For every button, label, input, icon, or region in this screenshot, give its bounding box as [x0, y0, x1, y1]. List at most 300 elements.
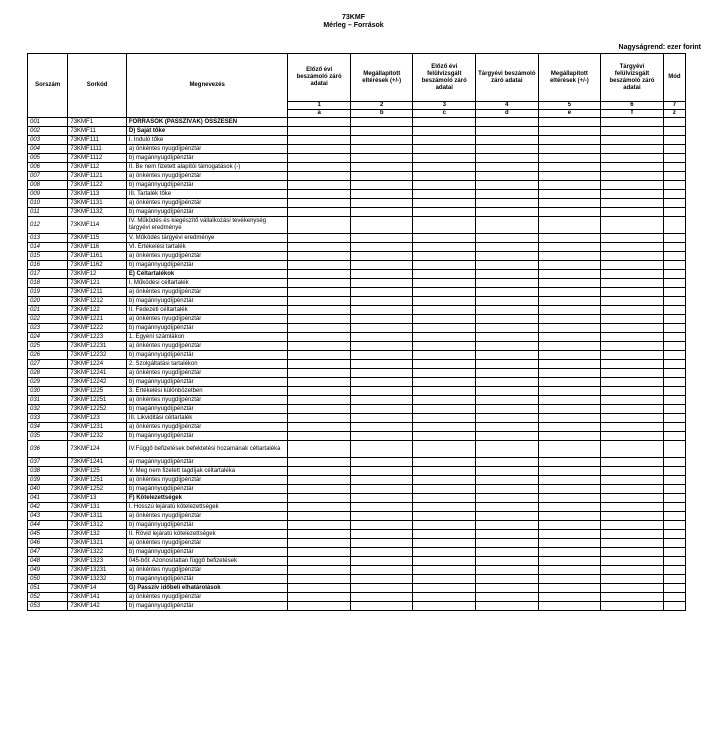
value-cell[interactable]: [350, 539, 413, 548]
value-cell[interactable]: [663, 396, 685, 405]
value-cell[interactable]: [350, 405, 413, 414]
value-cell[interactable]: [288, 208, 351, 217]
value-cell[interactable]: [538, 593, 601, 602]
value-cell[interactable]: [538, 208, 601, 217]
value-cell[interactable]: [350, 172, 413, 181]
value-cell[interactable]: [601, 485, 664, 494]
value-cell[interactable]: [413, 270, 476, 279]
value-cell[interactable]: [350, 154, 413, 163]
value-cell[interactable]: [413, 584, 476, 593]
value-cell[interactable]: [413, 485, 476, 494]
value-cell[interactable]: [413, 288, 476, 297]
value-cell[interactable]: [476, 566, 539, 575]
value-cell[interactable]: [288, 288, 351, 297]
value-cell[interactable]: [476, 494, 539, 503]
value-cell[interactable]: [601, 181, 664, 190]
value-cell[interactable]: [476, 503, 539, 512]
value-cell[interactable]: [413, 458, 476, 467]
value-cell[interactable]: [288, 512, 351, 521]
value-cell[interactable]: [476, 378, 539, 387]
value-cell[interactable]: [350, 396, 413, 405]
value-cell[interactable]: [350, 270, 413, 279]
value-cell[interactable]: [288, 539, 351, 548]
value-cell[interactable]: [663, 181, 685, 190]
value-cell[interactable]: [288, 324, 351, 333]
value-cell[interactable]: [476, 118, 539, 127]
value-cell[interactable]: [538, 252, 601, 261]
value-cell[interactable]: [413, 539, 476, 548]
value-cell[interactable]: [413, 351, 476, 360]
value-cell[interactable]: [413, 154, 476, 163]
value-cell[interactable]: [413, 405, 476, 414]
value-cell[interactable]: [538, 324, 601, 333]
value-cell[interactable]: [288, 360, 351, 369]
value-cell[interactable]: [413, 172, 476, 181]
value-cell[interactable]: [601, 387, 664, 396]
value-cell[interactable]: [413, 521, 476, 530]
value-cell[interactable]: [413, 118, 476, 127]
value-cell[interactable]: [663, 324, 685, 333]
value-cell[interactable]: [601, 458, 664, 467]
value-cell[interactable]: [476, 458, 539, 467]
value-cell[interactable]: [663, 503, 685, 512]
value-cell[interactable]: [538, 378, 601, 387]
value-cell[interactable]: [601, 530, 664, 539]
value-cell[interactable]: [288, 575, 351, 584]
value-cell[interactable]: [601, 503, 664, 512]
value-cell[interactable]: [476, 360, 539, 369]
value-cell[interactable]: [538, 405, 601, 414]
value-cell[interactable]: [663, 441, 685, 458]
value-cell[interactable]: [288, 243, 351, 252]
value-cell[interactable]: [663, 270, 685, 279]
value-cell[interactable]: [601, 467, 664, 476]
value-cell[interactable]: [601, 279, 664, 288]
value-cell[interactable]: [663, 575, 685, 584]
value-cell[interactable]: [601, 234, 664, 243]
value-cell[interactable]: [601, 378, 664, 387]
value-cell[interactable]: [288, 306, 351, 315]
value-cell[interactable]: [538, 530, 601, 539]
value-cell[interactable]: [663, 333, 685, 342]
value-cell[interactable]: [413, 467, 476, 476]
value-cell[interactable]: [538, 512, 601, 521]
value-cell[interactable]: [288, 190, 351, 199]
value-cell[interactable]: [538, 432, 601, 441]
value-cell[interactable]: [413, 127, 476, 136]
value-cell[interactable]: [288, 342, 351, 351]
value-cell[interactable]: [663, 566, 685, 575]
value-cell[interactable]: [476, 181, 539, 190]
value-cell[interactable]: [538, 172, 601, 181]
value-cell[interactable]: [663, 423, 685, 432]
value-cell[interactable]: [288, 432, 351, 441]
value-cell[interactable]: [288, 369, 351, 378]
value-cell[interactable]: [538, 136, 601, 145]
value-cell[interactable]: [601, 297, 664, 306]
value-cell[interactable]: [476, 467, 539, 476]
value-cell[interactable]: [476, 405, 539, 414]
value-cell[interactable]: [663, 405, 685, 414]
value-cell[interactable]: [663, 342, 685, 351]
value-cell[interactable]: [288, 566, 351, 575]
value-cell[interactable]: [476, 602, 539, 611]
value-cell[interactable]: [288, 127, 351, 136]
value-cell[interactable]: [476, 208, 539, 217]
value-cell[interactable]: [476, 279, 539, 288]
value-cell[interactable]: [663, 548, 685, 557]
value-cell[interactable]: [288, 503, 351, 512]
value-cell[interactable]: [538, 548, 601, 557]
value-cell[interactable]: [413, 163, 476, 172]
value-cell[interactable]: [476, 163, 539, 172]
value-cell[interactable]: [350, 136, 413, 145]
value-cell[interactable]: [350, 458, 413, 467]
value-cell[interactable]: [288, 163, 351, 172]
value-cell[interactable]: [476, 351, 539, 360]
value-cell[interactable]: [601, 351, 664, 360]
value-cell[interactable]: [538, 494, 601, 503]
value-cell[interactable]: [350, 127, 413, 136]
value-cell[interactable]: [350, 575, 413, 584]
value-cell[interactable]: [288, 315, 351, 324]
value-cell[interactable]: [288, 494, 351, 503]
value-cell[interactable]: [413, 217, 476, 234]
value-cell[interactable]: [413, 530, 476, 539]
value-cell[interactable]: [476, 306, 539, 315]
value-cell[interactable]: [601, 217, 664, 234]
value-cell[interactable]: [413, 315, 476, 324]
value-cell[interactable]: [663, 351, 685, 360]
value-cell[interactable]: [663, 136, 685, 145]
value-cell[interactable]: [350, 199, 413, 208]
value-cell[interactable]: [350, 252, 413, 261]
value-cell[interactable]: [288, 261, 351, 270]
value-cell[interactable]: [476, 441, 539, 458]
value-cell[interactable]: [663, 378, 685, 387]
value-cell[interactable]: [350, 548, 413, 557]
value-cell[interactable]: [413, 503, 476, 512]
value-cell[interactable]: [413, 333, 476, 342]
value-cell[interactable]: [350, 414, 413, 423]
value-cell[interactable]: [538, 145, 601, 154]
value-cell[interactable]: [601, 190, 664, 199]
value-cell[interactable]: [413, 441, 476, 458]
value-cell[interactable]: [538, 602, 601, 611]
value-cell[interactable]: [476, 342, 539, 351]
value-cell[interactable]: [476, 548, 539, 557]
value-cell[interactable]: [413, 243, 476, 252]
value-cell[interactable]: [538, 234, 601, 243]
value-cell[interactable]: [601, 602, 664, 611]
value-cell[interactable]: [476, 530, 539, 539]
value-cell[interactable]: [538, 243, 601, 252]
value-cell[interactable]: [476, 333, 539, 342]
value-cell[interactable]: [538, 387, 601, 396]
value-cell[interactable]: [476, 512, 539, 521]
value-cell[interactable]: [413, 279, 476, 288]
value-cell[interactable]: [538, 575, 601, 584]
value-cell[interactable]: [350, 306, 413, 315]
value-cell[interactable]: [601, 324, 664, 333]
value-cell[interactable]: [350, 485, 413, 494]
value-cell[interactable]: [476, 270, 539, 279]
value-cell[interactable]: [288, 476, 351, 485]
value-cell[interactable]: [350, 297, 413, 306]
value-cell[interactable]: [288, 217, 351, 234]
value-cell[interactable]: [538, 485, 601, 494]
value-cell[interactable]: [538, 476, 601, 485]
value-cell[interactable]: [413, 234, 476, 243]
value-cell[interactable]: [601, 252, 664, 261]
value-cell[interactable]: [350, 243, 413, 252]
value-cell[interactable]: [350, 208, 413, 217]
value-cell[interactable]: [288, 118, 351, 127]
value-cell[interactable]: [413, 423, 476, 432]
value-cell[interactable]: [663, 127, 685, 136]
value-cell[interactable]: [601, 512, 664, 521]
value-cell[interactable]: [350, 512, 413, 521]
value-cell[interactable]: [288, 414, 351, 423]
value-cell[interactable]: [288, 530, 351, 539]
value-cell[interactable]: [350, 324, 413, 333]
value-cell[interactable]: [288, 145, 351, 154]
value-cell[interactable]: [601, 548, 664, 557]
value-cell[interactable]: [413, 396, 476, 405]
value-cell[interactable]: [538, 306, 601, 315]
value-cell[interactable]: [350, 387, 413, 396]
value-cell[interactable]: [601, 575, 664, 584]
value-cell[interactable]: [288, 557, 351, 566]
value-cell[interactable]: [476, 297, 539, 306]
value-cell[interactable]: [350, 602, 413, 611]
value-cell[interactable]: [413, 199, 476, 208]
value-cell[interactable]: [601, 521, 664, 530]
value-cell[interactable]: [288, 351, 351, 360]
value-cell[interactable]: [288, 441, 351, 458]
value-cell[interactable]: [288, 521, 351, 530]
value-cell[interactable]: [663, 297, 685, 306]
value-cell[interactable]: [538, 566, 601, 575]
value-cell[interactable]: [663, 602, 685, 611]
value-cell[interactable]: [288, 396, 351, 405]
value-cell[interactable]: [288, 467, 351, 476]
value-cell[interactable]: [538, 154, 601, 163]
value-cell[interactable]: [288, 136, 351, 145]
value-cell[interactable]: [350, 118, 413, 127]
value-cell[interactable]: [413, 324, 476, 333]
value-cell[interactable]: [350, 467, 413, 476]
value-cell[interactable]: [288, 593, 351, 602]
value-cell[interactable]: [476, 324, 539, 333]
value-cell[interactable]: [476, 414, 539, 423]
value-cell[interactable]: [350, 315, 413, 324]
value-cell[interactable]: [413, 566, 476, 575]
value-cell[interactable]: [288, 458, 351, 467]
value-cell[interactable]: [288, 423, 351, 432]
value-cell[interactable]: [601, 288, 664, 297]
value-cell[interactable]: [476, 432, 539, 441]
value-cell[interactable]: [476, 575, 539, 584]
value-cell[interactable]: [663, 288, 685, 297]
value-cell[interactable]: [413, 306, 476, 315]
value-cell[interactable]: [538, 297, 601, 306]
value-cell[interactable]: [413, 387, 476, 396]
value-cell[interactable]: [476, 423, 539, 432]
value-cell[interactable]: [413, 575, 476, 584]
value-cell[interactable]: [663, 252, 685, 261]
value-cell[interactable]: [663, 163, 685, 172]
value-cell[interactable]: [601, 566, 664, 575]
value-cell[interactable]: [350, 163, 413, 172]
value-cell[interactable]: [476, 557, 539, 566]
value-cell[interactable]: [663, 494, 685, 503]
value-cell[interactable]: [663, 593, 685, 602]
value-cell[interactable]: [663, 458, 685, 467]
value-cell[interactable]: [601, 557, 664, 566]
value-cell[interactable]: [476, 261, 539, 270]
value-cell[interactable]: [538, 467, 601, 476]
value-cell[interactable]: [601, 172, 664, 181]
value-cell[interactable]: [663, 243, 685, 252]
value-cell[interactable]: [538, 199, 601, 208]
value-cell[interactable]: [288, 405, 351, 414]
value-cell[interactable]: [538, 190, 601, 199]
value-cell[interactable]: [350, 261, 413, 270]
value-cell[interactable]: [476, 154, 539, 163]
value-cell[interactable]: [663, 530, 685, 539]
value-cell[interactable]: [601, 306, 664, 315]
value-cell[interactable]: [350, 181, 413, 190]
value-cell[interactable]: [476, 136, 539, 145]
value-cell[interactable]: [288, 199, 351, 208]
value-cell[interactable]: [413, 208, 476, 217]
value-cell[interactable]: [288, 154, 351, 163]
value-cell[interactable]: [538, 315, 601, 324]
value-cell[interactable]: [476, 288, 539, 297]
value-cell[interactable]: [538, 503, 601, 512]
value-cell[interactable]: [413, 557, 476, 566]
value-cell[interactable]: [350, 476, 413, 485]
value-cell[interactable]: [476, 315, 539, 324]
value-cell[interactable]: [601, 270, 664, 279]
value-cell[interactable]: [413, 181, 476, 190]
value-cell[interactable]: [476, 199, 539, 208]
value-cell[interactable]: [601, 163, 664, 172]
value-cell[interactable]: [663, 172, 685, 181]
value-cell[interactable]: [350, 584, 413, 593]
value-cell[interactable]: [663, 145, 685, 154]
value-cell[interactable]: [288, 270, 351, 279]
value-cell[interactable]: [288, 485, 351, 494]
value-cell[interactable]: [538, 118, 601, 127]
value-cell[interactable]: [601, 315, 664, 324]
value-cell[interactable]: [350, 432, 413, 441]
value-cell[interactable]: [413, 297, 476, 306]
value-cell[interactable]: [663, 279, 685, 288]
value-cell[interactable]: [413, 378, 476, 387]
value-cell[interactable]: [288, 279, 351, 288]
value-cell[interactable]: [476, 476, 539, 485]
value-cell[interactable]: [663, 539, 685, 548]
value-cell[interactable]: [601, 414, 664, 423]
value-cell[interactable]: [601, 494, 664, 503]
value-cell[interactable]: [538, 369, 601, 378]
value-cell[interactable]: [288, 234, 351, 243]
value-cell[interactable]: [476, 243, 539, 252]
value-cell[interactable]: [601, 333, 664, 342]
value-cell[interactable]: [288, 584, 351, 593]
value-cell[interactable]: [663, 432, 685, 441]
value-cell[interactable]: [601, 593, 664, 602]
value-cell[interactable]: [476, 234, 539, 243]
value-cell[interactable]: [663, 190, 685, 199]
value-cell[interactable]: [601, 145, 664, 154]
value-cell[interactable]: [288, 378, 351, 387]
value-cell[interactable]: [350, 530, 413, 539]
value-cell[interactable]: [601, 360, 664, 369]
value-cell[interactable]: [663, 521, 685, 530]
value-cell[interactable]: [538, 261, 601, 270]
value-cell[interactable]: [413, 512, 476, 521]
value-cell[interactable]: [538, 333, 601, 342]
value-cell[interactable]: [350, 217, 413, 234]
value-cell[interactable]: [601, 396, 664, 405]
value-cell[interactable]: [663, 557, 685, 566]
value-cell[interactable]: [413, 494, 476, 503]
value-cell[interactable]: [350, 190, 413, 199]
value-cell[interactable]: [476, 584, 539, 593]
value-cell[interactable]: [350, 423, 413, 432]
value-cell[interactable]: [601, 369, 664, 378]
value-cell[interactable]: [538, 441, 601, 458]
value-cell[interactable]: [538, 279, 601, 288]
value-cell[interactable]: [288, 333, 351, 342]
value-cell[interactable]: [538, 458, 601, 467]
value-cell[interactable]: [476, 252, 539, 261]
value-cell[interactable]: [476, 127, 539, 136]
value-cell[interactable]: [413, 136, 476, 145]
value-cell[interactable]: [601, 423, 664, 432]
value-cell[interactable]: [538, 414, 601, 423]
value-cell[interactable]: [413, 369, 476, 378]
value-cell[interactable]: [663, 118, 685, 127]
value-cell[interactable]: [601, 199, 664, 208]
value-cell[interactable]: [476, 190, 539, 199]
value-cell[interactable]: [663, 306, 685, 315]
value-cell[interactable]: [601, 154, 664, 163]
value-cell[interactable]: [538, 342, 601, 351]
value-cell[interactable]: [413, 548, 476, 557]
value-cell[interactable]: [350, 351, 413, 360]
value-cell[interactable]: [350, 503, 413, 512]
value-cell[interactable]: [538, 217, 601, 234]
value-cell[interactable]: [288, 252, 351, 261]
value-cell[interactable]: [663, 315, 685, 324]
value-cell[interactable]: [413, 476, 476, 485]
value-cell[interactable]: [601, 584, 664, 593]
value-cell[interactable]: [601, 476, 664, 485]
value-cell[interactable]: [538, 181, 601, 190]
value-cell[interactable]: [663, 387, 685, 396]
value-cell[interactable]: [601, 243, 664, 252]
value-cell[interactable]: [663, 208, 685, 217]
value-cell[interactable]: [288, 181, 351, 190]
value-cell[interactable]: [350, 378, 413, 387]
value-cell[interactable]: [663, 199, 685, 208]
value-cell[interactable]: [538, 163, 601, 172]
value-cell[interactable]: [663, 476, 685, 485]
